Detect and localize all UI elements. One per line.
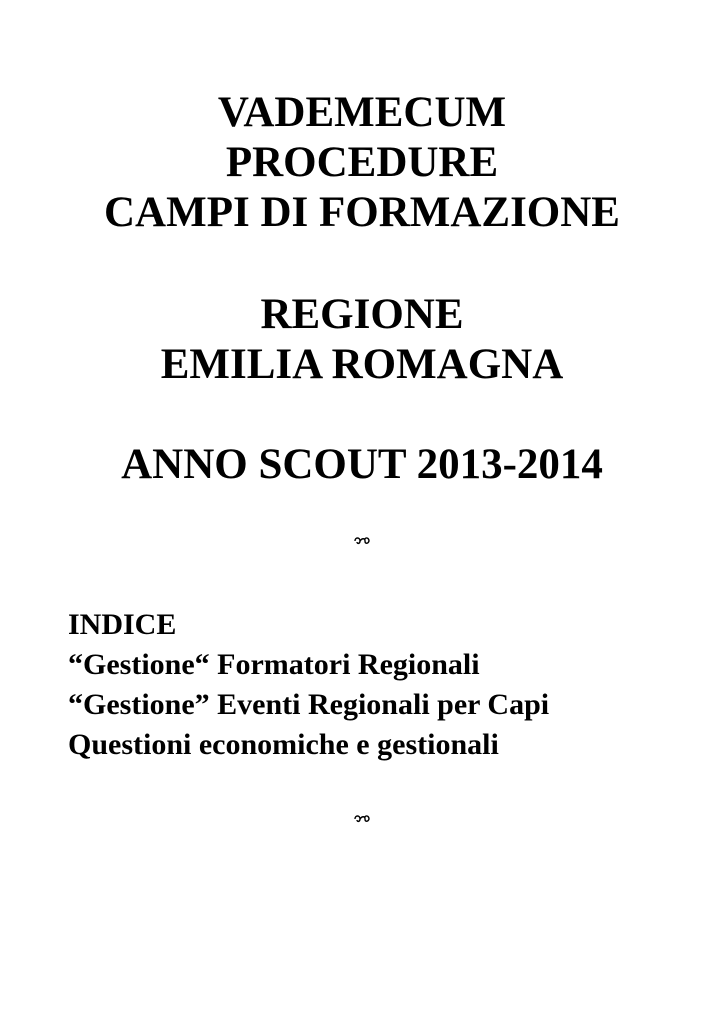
flourish-icon — [353, 810, 371, 829]
index-item: “Gestione” Eventi Regionali per Capi — [68, 688, 550, 721]
document-title — [0, 88, 724, 238]
region-title — [0, 290, 724, 390]
flourish-icon — [353, 532, 371, 551]
ornament-divider-bottom — [0, 812, 724, 828]
year-line: ANNO SCOUT 2013-2014 — [121, 441, 603, 488]
title-line-2: PROCEDURE — [225, 139, 499, 186]
region-line-1: REGIONE — [260, 291, 464, 338]
title-line-3: CAMPI DI FORMAZIONE — [104, 189, 620, 236]
index-heading: INDICE — [68, 608, 177, 641]
index-item: Questioni economiche e gestionali — [68, 728, 499, 761]
ornament-divider-top — [0, 534, 724, 550]
region-line-2: EMILIA ROMAGNA — [160, 341, 564, 388]
index-item: “Gestione“ Formatori Regionali — [68, 648, 480, 681]
table-of-contents — [68, 605, 549, 765]
year-title — [0, 440, 724, 490]
title-line-1: VADEMECUM — [217, 89, 507, 136]
